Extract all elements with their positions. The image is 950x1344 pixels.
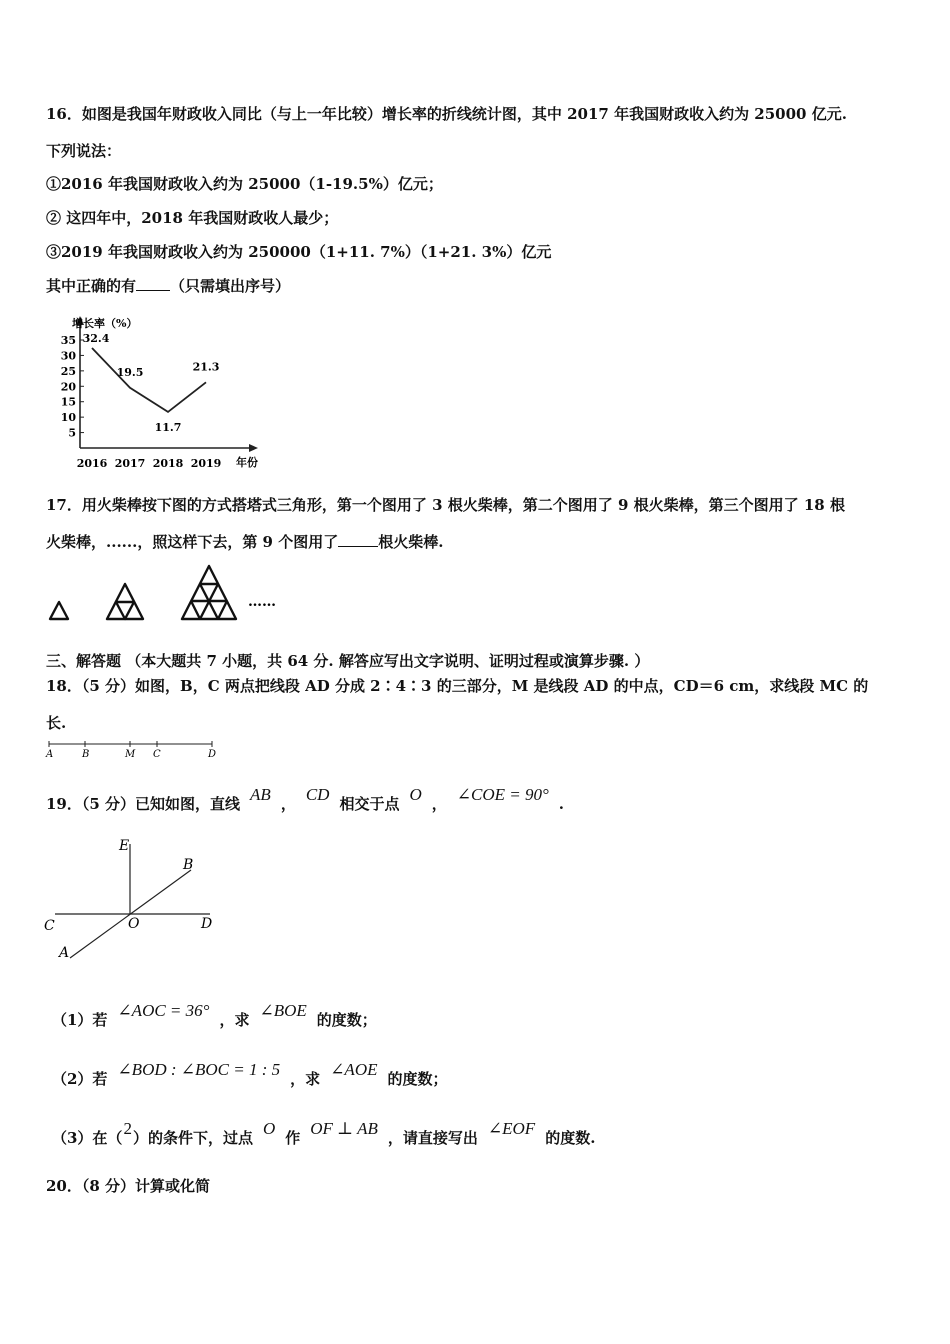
q16-option-2: ② 这四年中，2018 年我国财政收人最少； [46, 209, 339, 227]
x-tick-labels [77, 457, 222, 470]
math-angle-aoc: ∠AOC = 36° [117, 1001, 210, 1020]
math-ab: AB [250, 785, 271, 804]
math-angle-coe: ∠COE = 90° [456, 785, 549, 804]
part-3-b: 作 [285, 1129, 301, 1147]
comma: ， [431, 795, 447, 813]
label-o: O [128, 916, 140, 932]
section-3-title: 三、解答题 （本大题共 7 小题，共 64 分. 解答应写出文字说明、证明过程或演算步骤. ） [46, 652, 650, 670]
q17-stem-line2 [46, 531, 443, 552]
y-tick-label: 20 [60, 380, 76, 394]
math-angle-eof: ∠EOF [487, 1119, 536, 1138]
point-label-b: B [82, 749, 90, 760]
q16-option-3: ③2019 年我国财政收入约为 250000（1+11. 7%）（1+21. 3%）亿元 [46, 243, 552, 261]
q16-answer-blank[interactable] [136, 276, 170, 291]
y-tick-label: 30 [60, 349, 76, 363]
data-label: 32.4 [82, 332, 110, 346]
data-label: 19.5 [116, 365, 144, 379]
q17-answer-blank[interactable] [338, 532, 378, 547]
q16-question [46, 275, 290, 296]
q18-stem-line2: 长. [46, 714, 67, 732]
q17-line2-prefix: 火柴棒，......，照这样下去，第 9 个图用了 [46, 533, 339, 551]
label-b: B [183, 857, 194, 873]
data-labels [83, 332, 220, 434]
math-angle-ratio: ∠BOD : ∠BOC = 1 : 5 [117, 1060, 281, 1079]
part-2-mid: ，求 [290, 1070, 321, 1088]
label-e: E [119, 838, 130, 854]
point-label-a: A [46, 749, 54, 760]
q19-prefix: 19．（5 分）已知如图，直线 [46, 795, 241, 813]
math-angle-aoe: ∠AOE [330, 1060, 378, 1079]
q16-question-prefix: 其中正确的有 [46, 277, 137, 295]
math-o: O [409, 785, 422, 804]
q16-intro: 下列说法： [46, 142, 122, 160]
x-axis-arrow [249, 444, 258, 452]
math-cd: CD [305, 785, 330, 804]
q16-option-1: ①2016 年我国财政收入约为 25000（1-19.5%）亿元； [46, 175, 443, 193]
math-point-o: O [262, 1119, 276, 1138]
part-3-prefix: （3）在（ [52, 1129, 123, 1147]
q17-line2-suffix: 根火柴棒. [378, 533, 444, 551]
y-tick-label: 15 [60, 395, 76, 409]
triangle-figure-2 [107, 584, 143, 619]
q17-stem-line1: 17．用火柴棒按下图的方式搭塔式三角形，第一个图用了 3 根火柴棒，第二个图用了 9 根火柴棒，第三个图用了 18 根 [46, 496, 845, 514]
part-3-a: ）的条件下，过点 [132, 1129, 253, 1147]
matchstick-triangles-figure [45, 562, 345, 626]
math-of-perp-ab: OF ⊥ AB [310, 1119, 378, 1138]
part-2-prefix: （2）若 [52, 1070, 108, 1088]
y-tick-label: 25 [60, 364, 76, 378]
part-1-mid: ，求 [219, 1011, 250, 1029]
growth-rate-series-line [92, 348, 206, 412]
x-tick-label: 2017 [114, 457, 146, 470]
intersecting-lines-figure [40, 832, 230, 964]
triangle-figure-1 [50, 602, 68, 619]
y-axis-label: 增长率（%） [72, 317, 138, 330]
y-tick-label: 10 [60, 411, 76, 425]
part-1-end: 的度数； [316, 1011, 377, 1029]
segment-ad-figure [44, 738, 224, 760]
q19-stem [46, 785, 565, 814]
q19-part-3 [52, 1119, 596, 1148]
growth-rate-line-chart [40, 310, 280, 475]
y-tick-label: 5 [68, 426, 76, 440]
triangle-figure-3 [182, 566, 236, 619]
y-tick-label: 35 [60, 334, 76, 347]
q18-stem-line1: 18．（5 分）如图，B，C 两点把线段 AD 分成 2∶4∶3 的三部分，M 是线段 AD 的中点，CD＝6 cm，求线段 MC 的 [46, 677, 869, 695]
point-label-c: C [153, 749, 161, 760]
math-two: 2 [123, 1119, 132, 1138]
label-c: C [44, 918, 55, 934]
q16-stem: 16．如图是我国年财政收入同比（与上一年比较）增长率的折线统计图，其中 2017 年我国财政收入约为 25000 亿元. [46, 105, 847, 123]
comma: ， [280, 795, 296, 813]
part-1-prefix: （1）若 [52, 1011, 108, 1029]
q20-stem: 20．（8 分）计算或化简 [46, 1177, 211, 1195]
data-label: 11.7 [154, 420, 182, 434]
math-angle-boe: ∠BOE [259, 1001, 307, 1020]
q19-part-1 [52, 1001, 377, 1030]
x-tick-label: 2016 [76, 457, 108, 470]
label-d: D [201, 916, 213, 932]
data-label: 21.3 [192, 360, 220, 374]
x-tick-label: 2018 [152, 457, 184, 470]
q19-mid: 相交于点 [339, 795, 400, 813]
period: . [558, 795, 565, 813]
figure-ellipsis: …… [248, 594, 276, 610]
part-3-c: ，请直接写出 [387, 1129, 478, 1147]
label-a: A [59, 945, 70, 961]
x-axis-label: 年份 [236, 456, 258, 469]
point-label-d: D [208, 749, 217, 760]
part-3-end: 的度数. [545, 1129, 596, 1147]
x-tick-label: 2019 [190, 457, 222, 470]
point-label-m: M [125, 749, 136, 760]
part-2-end: 的度数； [387, 1070, 448, 1088]
q16-question-suffix: （只需填出序号） [170, 277, 291, 295]
q19-part-2 [52, 1060, 448, 1089]
